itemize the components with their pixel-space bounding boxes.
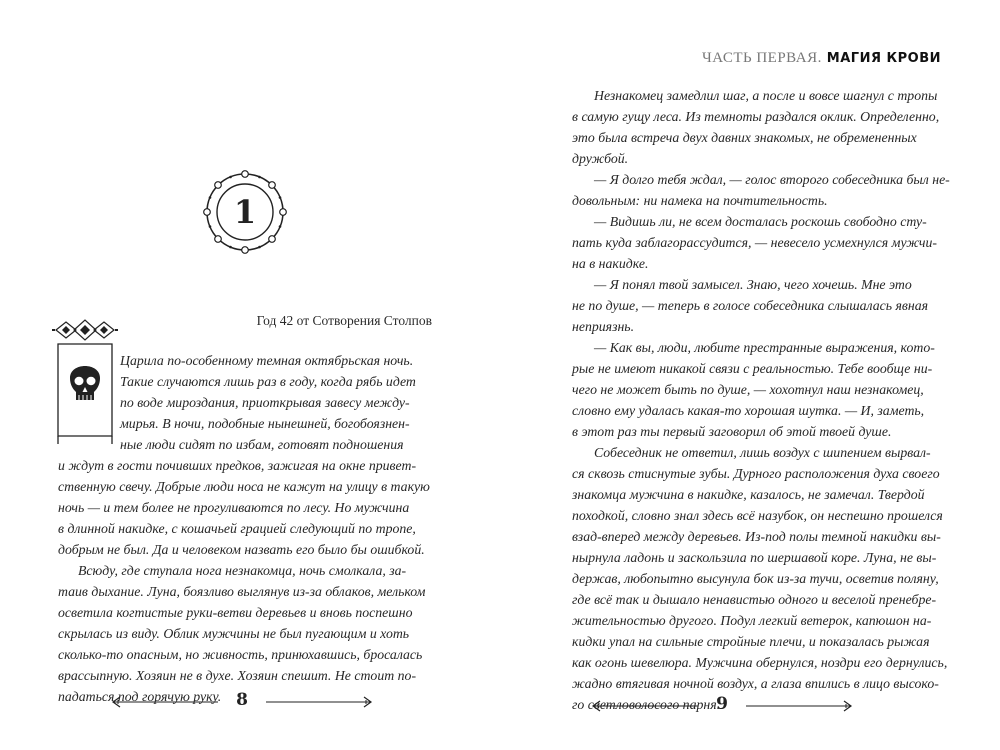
- body-text-line: не по душе, — теперь в голосе собеседника слышалась явная: [572, 298, 929, 313]
- body-text-line: ные люди сидят по избам, готовят подношения: [120, 437, 404, 452]
- body-text-line: ся сквозь стиснутые зубы. Дурного расположения духа своего: [572, 466, 940, 481]
- body-text-line: в этот раз ты первый заговорил об этой твоей душе.: [572, 424, 892, 439]
- body-text-line: взад-вперед между деревьев. Из-под полы темной накидки вы-: [572, 529, 941, 544]
- folio-left: [110, 690, 410, 714]
- skull-icon: [52, 318, 118, 448]
- body-text-line: падаться под горячую руку.: [58, 689, 222, 704]
- body-text-line: — Как вы, люди, любите престранные выражения, кото-: [594, 340, 935, 355]
- running-header-title: МАГИЯ КРОВИ: [826, 51, 941, 66]
- body-text-line: ственную свечу. Добрые люди носа не кажут на улицу в такую: [58, 479, 430, 494]
- body-text-line: врассыпную. Хозяин не в духе. Хозяин спешит. Не стоит по-: [58, 668, 417, 683]
- body-text-line: и ждут в гости почивших предков, зажигая на окне привет-: [58, 458, 417, 473]
- chapter-number: 1: [233, 193, 257, 231]
- body-text-line: Собеседник не ответил, лишь воздух с шипением вырвал-: [594, 445, 931, 460]
- body-text-line: таив дыхание. Луна, боязливо выглянув из-за облаков, мельком: [58, 584, 426, 599]
- folio-arrow-left-icon: [110, 694, 222, 710]
- body-text-line: по воде мироздания, приоткрывая завесу между-: [120, 395, 410, 410]
- body-text-line: сколько-то опасным, но живность, принюхавшись, бросалась: [58, 647, 423, 662]
- body-text-line: добрым не был. Да и человеком назвать его было бы ошибкой.: [58, 542, 425, 557]
- body-text-line: осветила когтистые руки-ветви деревьев и вновь поспешно: [58, 605, 413, 620]
- body-text-line: походкой, словно знал здесь всё назубок, он неспешно прошелся: [572, 508, 943, 523]
- right-page: [500, 0, 1000, 750]
- folio-arrow-right-icon: [262, 694, 374, 710]
- body-text-line: где всё так и дышало ненавистью одного и веселой пренебре-: [572, 592, 937, 607]
- folio-right: [590, 694, 890, 718]
- body-text-line: словно ему удалась какая-то хорошая шутка. — И, заметь,: [572, 403, 925, 418]
- body-text-line: знакомца мужчина в накидке, казалось, не замечал. Твердой: [572, 487, 925, 502]
- body-text-line: скрылась из виду. Облик мужчины не был пугающим и хоть: [58, 626, 410, 641]
- folio-arrow-left-icon: [590, 698, 702, 714]
- body-text-line: ночь — и тем более не прогуливаются по лесу. Но мужчина: [58, 500, 410, 515]
- body-text-line: Такие случаются лишь раз в году, когда рябь идет: [120, 374, 416, 389]
- body-text-line: довольным: ни намека на почтительность.: [572, 193, 828, 208]
- body-text-line: на в накидке.: [572, 256, 649, 271]
- body-text-line: мирья. В ночи, подобные нынешней, богобоязнен-: [120, 416, 410, 431]
- body-text-line: жительностью другого. Подул легкий ветерок, капюшон на-: [572, 613, 932, 628]
- page-number-left: 8: [236, 690, 248, 710]
- body-text-line: — Я долго тебя ждал, — голос второго собеседника был не-: [594, 172, 950, 187]
- body-text-line: Всюду, где ступала нога незнакомца, ночь смолкала, за-: [78, 563, 407, 578]
- running-header: [500, 50, 941, 67]
- chapter-date-line: Год 42 от Сотворения Столпов: [256, 313, 432, 328]
- body-text-line: чего не может быть по душе, — хохотнул наш незнакомец,: [572, 382, 924, 397]
- body-text-line: в самую гущу леса. Из темноты раздался оклик. Определенно,: [572, 109, 940, 124]
- body-text-line: пать куда заблагорассудится, — невесело усмехнулся мужчи-: [572, 235, 937, 250]
- body-text-line: жадно втягивая ночной воздух, а глаза впились в лицо высоко-: [572, 676, 939, 691]
- body-text-line: рые не имеют никакой связи с реальностью. Тебе вообще ни-: [572, 361, 933, 376]
- chapter-emblem: [203, 170, 287, 254]
- page-number-right: 9: [716, 694, 728, 714]
- skull-ornament: [52, 318, 118, 448]
- body-text-line: — Я понял твой замысел. Знаю, чего хочешь. Мне это: [594, 277, 912, 292]
- running-header-part: ЧАСТЬ ПЕРВАЯ.: [701, 50, 822, 66]
- body-text-line: — Видишь ли, не всем досталась роскошь свободно сту-: [594, 214, 927, 229]
- body-text-line: как огонь шевелюра. Мужчина обернулся, ноздри его дернулись,: [572, 655, 948, 670]
- body-text-line: держав, любопытно высунула бок из-за тучи, осветив поляну,: [572, 571, 939, 586]
- body-text-line: в длинной накидке, с кошачьей грацией следующий по тропе,: [58, 521, 416, 536]
- body-text-line: неприязнь.: [572, 319, 635, 334]
- body-text-line: это была встреча двух давних знакомых, не обремененных: [572, 130, 917, 145]
- body-text-line: кидки упал на сильные стройные плечи, и показалась рыжая: [572, 634, 930, 649]
- body-text-line: Незнакомец замедлил шаг, а после и вовсе шагнул с тропы: [594, 88, 938, 103]
- body-text-line: нырнула ладонь и заскользила по шершавой коре. Луна, не вы-: [572, 550, 937, 565]
- body-text-line: го светловолосого парня.: [572, 697, 721, 712]
- body-text-line: дружбой.: [572, 151, 629, 166]
- folio-arrow-right-icon: [742, 698, 854, 714]
- body-text-line: Царила по-особенному темная октябрьская ночь.: [120, 353, 414, 368]
